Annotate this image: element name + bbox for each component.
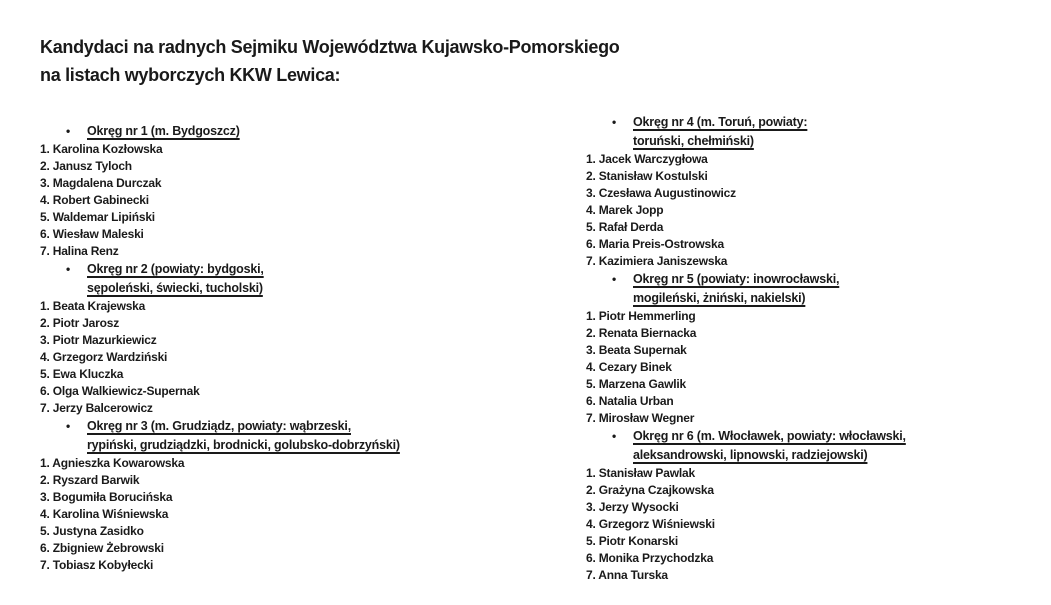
candidate-list	[40, 298, 575, 417]
district-title-line: mogileński, żniński, nakielski)	[633, 291, 806, 305]
district-section	[40, 122, 575, 260]
candidate-item: 4. Marek Jopp	[586, 203, 664, 217]
district-section	[586, 113, 1036, 270]
district-title-line: aleksandrowski, lipnowski, radziejowski)	[633, 448, 868, 462]
district-section	[586, 427, 1036, 584]
district-header	[40, 122, 575, 141]
district-title	[633, 113, 1036, 151]
candidate-list	[586, 308, 1036, 427]
district-title	[633, 270, 1036, 308]
district-header	[586, 427, 1036, 465]
district-title	[87, 260, 575, 298]
candidate-item: 4. Karolina Wiśniewska	[40, 507, 169, 521]
candidate-item: 5. Marzena Gawlik	[586, 377, 686, 391]
candidate-item: 3. Bogumiła Borucińska	[40, 490, 173, 504]
candidate-item: 1. Piotr Hemmerling	[586, 309, 696, 323]
candidate-item: 1. Jacek Warczygłowa	[586, 152, 708, 166]
district-header	[40, 417, 575, 455]
district-title-line: rypiński, grudziądzki, brodnicki, golubsko-dobrzyński)	[87, 438, 400, 452]
candidate-item: 5. Waldemar Lipiński	[40, 210, 155, 224]
candidate-item: 2. Grażyna Czajkowska	[586, 483, 714, 497]
district-title-line: Okręg nr 1 (m. Bydgoszcz)	[87, 124, 240, 138]
candidate-item: 2. Janusz Tyloch	[40, 159, 132, 173]
bullet-icon: •	[66, 124, 71, 138]
candidate-item: 6. Natalia Urban	[586, 394, 674, 408]
district-header	[40, 260, 575, 298]
candidate-item: 1. Beata Krajewska	[40, 299, 146, 313]
candidate-list	[40, 141, 575, 260]
district-header	[586, 270, 1036, 308]
candidate-item: 7. Kazimiera Janiszewska	[586, 254, 728, 268]
document-title	[40, 33, 620, 89]
candidate-item: 4. Robert Gabinecki	[40, 193, 149, 207]
district-section	[40, 260, 575, 417]
candidate-item: 1. Agnieszka Kowarowska	[40, 456, 185, 470]
bullet-icon: •	[612, 115, 617, 129]
district-title-line: Okręg nr 2 (powiaty: bydgoski,	[87, 262, 264, 276]
district-title-line: Okręg nr 4 (m. Toruń, powiaty:	[633, 115, 808, 129]
candidate-item: 5. Piotr Konarski	[586, 534, 678, 548]
candidate-item: 6. Zbigniew Żebrowski	[40, 541, 164, 555]
bullet-icon: •	[612, 429, 617, 443]
bullet-icon: •	[612, 272, 617, 286]
candidate-item: 4. Cezary Binek	[586, 360, 672, 374]
candidate-item: 7. Mirosław Wegner	[586, 411, 695, 425]
title-line-2: na listach wyborczych KKW Lewica:	[40, 65, 341, 85]
candidate-item: 5. Rafał Derda	[586, 220, 664, 234]
candidate-list	[586, 465, 1036, 584]
candidate-item: 7. Anna Turska	[586, 568, 668, 582]
candidate-item: 4. Grzegorz Wiśniewski	[586, 517, 715, 531]
district-title	[633, 427, 1036, 465]
candidate-item: 6. Olga Walkiewicz-Supernak	[40, 384, 200, 398]
column-left	[40, 122, 575, 574]
candidate-item: 2. Piotr Jarosz	[40, 316, 120, 330]
candidate-item: 3. Beata Supernak	[586, 343, 687, 357]
title-line-1: Kandydaci na radnych Sejmiku Województwa Kujawsko-Pomorskiego	[40, 37, 620, 57]
district-title-line: sępoleński, świecki, tucholski)	[87, 281, 263, 295]
bullet-icon: •	[66, 262, 71, 276]
candidate-item: 4. Grzegorz Wardziński	[40, 350, 168, 364]
district-section	[40, 417, 575, 574]
district-section	[586, 270, 1036, 427]
candidate-item: 3. Magdalena Durczak	[40, 176, 162, 190]
district-title-line: Okręg nr 5 (powiaty: inowrocławski,	[633, 272, 840, 286]
district-header	[586, 113, 1036, 151]
candidate-item: 7. Jerzy Balcerowicz	[40, 401, 153, 415]
district-title-line: Okręg nr 6 (m. Włocławek, powiaty: włocławski,	[633, 429, 906, 443]
candidate-list	[586, 151, 1036, 270]
candidate-item: 6. Monika Przychodzka	[586, 551, 714, 565]
candidate-item: 1. Karolina Kozłowska	[40, 142, 163, 156]
column-right	[586, 113, 1036, 584]
candidate-item: 2. Stanisław Kostulski	[586, 169, 708, 183]
district-title-line: Okręg nr 3 (m. Grudziądz, powiaty: wąbrzeski,	[87, 419, 351, 433]
candidate-item: 5. Ewa Kluczka	[40, 367, 124, 381]
district-title-line: toruński, chełmiński)	[633, 134, 754, 148]
candidate-item: 3. Piotr Mazurkiewicz	[40, 333, 157, 347]
candidate-item: 6. Wiesław Maleski	[40, 227, 144, 241]
candidate-item: 7. Halina Renz	[40, 244, 119, 258]
bullet-icon: •	[66, 419, 71, 433]
district-title	[87, 417, 575, 455]
candidate-list	[40, 455, 575, 574]
candidate-item: 6. Maria Preis-Ostrowska	[586, 237, 724, 251]
candidate-item: 2. Ryszard Barwik	[40, 473, 140, 487]
candidate-item: 2. Renata Biernacka	[586, 326, 697, 340]
candidate-item: 3. Czesława Augustinowicz	[586, 186, 736, 200]
candidate-item: 5. Justyna Zasidko	[40, 524, 144, 538]
candidate-item: 3. Jerzy Wysocki	[586, 500, 679, 514]
district-title	[87, 122, 575, 141]
candidate-item: 7. Tobiasz Kobyłecki	[40, 558, 154, 572]
candidate-item: 1. Stanisław Pawlak	[586, 466, 695, 480]
